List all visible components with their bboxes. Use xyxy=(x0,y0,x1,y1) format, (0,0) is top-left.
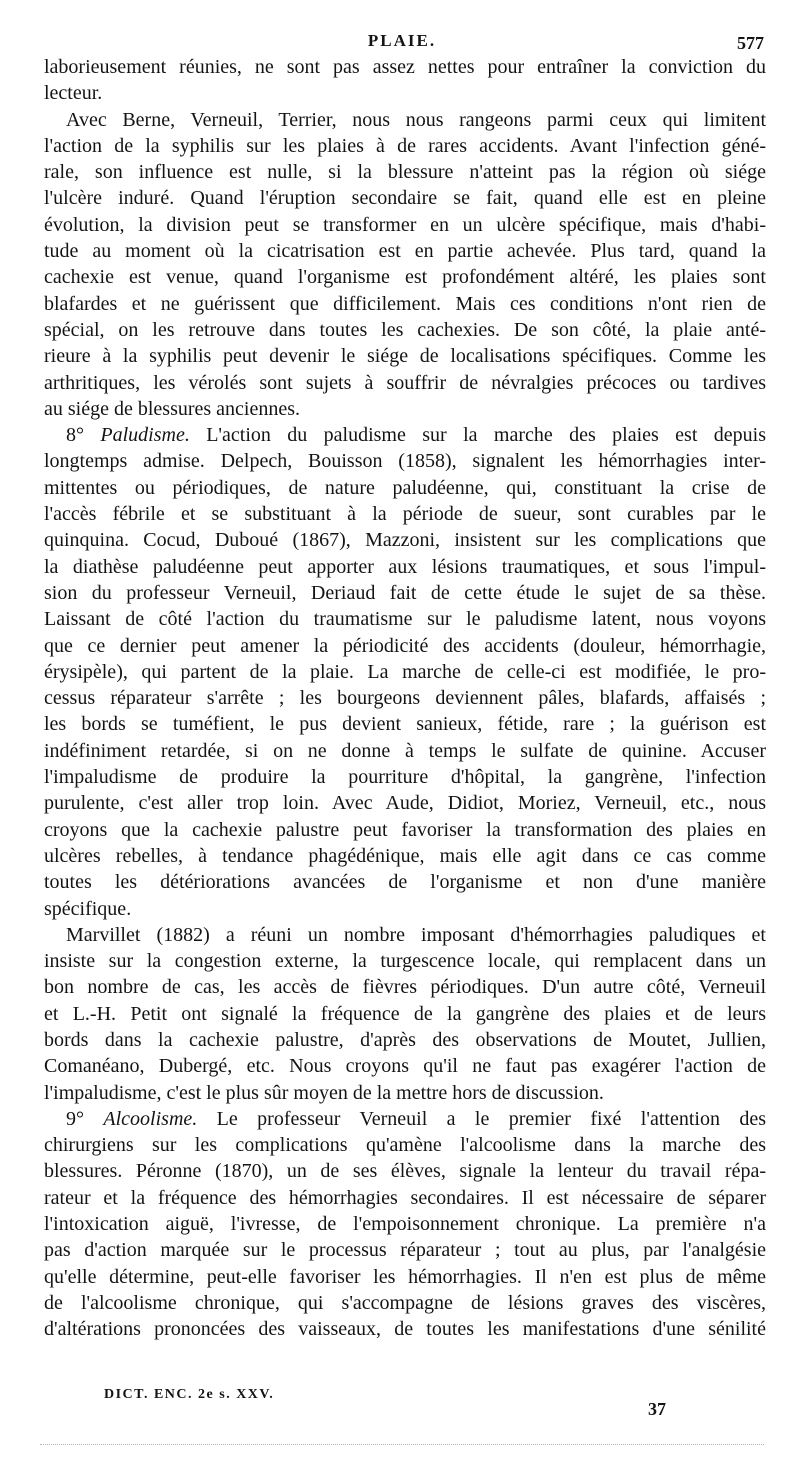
paragraph-line: de l'alcoolisme chronique, qui s'accompagne de lésions graves des viscères, xyxy=(44,1291,766,1314)
paragraph-line: purulente, c'est aller trop loin. Avec Aude, Didiot, Moriez, Verneuil, etc., nous xyxy=(44,792,766,815)
paragraph xyxy=(44,107,766,423)
page-number: 577 xyxy=(737,33,764,53)
paragraph-line: tude au moment où la cicatrisation est en partie achevée. Plus tard, quand la xyxy=(44,240,766,263)
paragraph-line xyxy=(44,1106,766,1132)
paragraph-line: bon nombre de cas, les accès de fièvres périodiques. D'un autre côté, Verneuil xyxy=(44,976,766,999)
paragraph-line: et L.-H. Petit ont signalé la fréquence de la gangrène des plaies et de leurs xyxy=(44,1002,766,1025)
paragraph-line: insiste sur la congestion externe, la turgescence locale, qui remplacent dans un xyxy=(44,950,766,973)
signature-number: 37 xyxy=(648,1399,666,1419)
section-number: 8° xyxy=(66,424,101,447)
paragraph-line: sion du professeur Verneuil, Deriaud fait de cette étude le sujet de sa thèse. xyxy=(44,581,766,604)
paragraph-line: toutes les détériorations avancées de l'organisme et non d'une manière xyxy=(44,871,766,894)
paragraph-line: lecteur. xyxy=(44,82,103,105)
paragraph-line: indéfiniment retardée, si on ne donne à temps le sulfate de quinine. Accuser xyxy=(44,739,766,762)
paragraph-line: chirurgiens sur les complications qu'amène l'alcoolisme dans la marche des xyxy=(44,1134,766,1157)
paragraph-line: l'intoxication aiguë, l'ivresse, de l'empoisonnement chronique. La première n'a xyxy=(44,1213,766,1236)
paragraph-line: spécifique. xyxy=(44,897,132,920)
printer-signature: DICT. ENC. 2e s. XXV. xyxy=(104,1387,275,1402)
paragraph-line: bords dans la cachexie palustre, d'après des observations de Moutet, Jullien, xyxy=(44,1028,766,1051)
section-number: 9° xyxy=(66,1107,104,1130)
body-text xyxy=(44,54,766,1343)
paragraph-line: laborieusement réunies, ne sont pas assez nettes pour entraîner la conviction du xyxy=(44,56,766,78)
paragraph-line: arthritiques, les vérolés sont sujets à souffrir de névralgies précoces ou tardives xyxy=(44,371,766,394)
paragraph-line: au siége de blessures anciennes. xyxy=(44,397,301,420)
paragraph-line: d'altérations prononcées des vaisseaux, de toutes les manifestations d'une sénilité xyxy=(44,1318,766,1341)
paragraph-line: l'accès fébrile et se substituant à la période de sueur, sont curables par le xyxy=(44,503,766,526)
paragraph-line: la diathèse paludéenne peut apporter aux lésions traumatiques, et sous l'impul- xyxy=(44,555,766,578)
paragraph-line: blafardes et ne guérissent que difficilement. Mais ces conditions n'ont rien de xyxy=(44,292,766,315)
paragraph-line: qu'elle détermine, peut-elle favoriser les hémorrhagies. Il n'en est plus de même xyxy=(44,1265,766,1288)
paragraph-line: cachexie est venue, quand l'organisme est profondément altéré, les plaies sont xyxy=(44,266,766,289)
paragraph-line: Avec Berne, Verneuil, Terrier, nous nous rangeons parmi ceux qui limitent xyxy=(66,108,766,131)
paragraph-line: Marvillet (1882) a réuni un nombre imposant d'hémorrhagies paludiques et xyxy=(66,923,766,946)
section-title: Alcoolisme. xyxy=(103,1107,198,1130)
paragraph-line: longtemps admise. Delpech, Bouisson (1858), signalent les hémorrhagies inter- xyxy=(44,450,766,473)
paragraph-line xyxy=(44,422,766,448)
paragraph-line: mittentes ou périodiques, de nature paludéenne, qui, constituant la crise de xyxy=(44,476,766,499)
paragraph-line: l'impaludisme de produire la pourriture d'hôpital, la gangrène, l'infection xyxy=(44,766,766,789)
paragraph-line: pas d'action marquée sur le processus réparateur ; tout au plus, par l'analgésie xyxy=(44,1239,766,1262)
running-head xyxy=(40,31,764,55)
paragraph xyxy=(44,1106,766,1343)
paragraph-line: l'action de la syphilis sur les plaies à de rares accidents. Avant l'infection géné- xyxy=(44,134,766,157)
paragraph-line: ulcères rebelles, à tendance phagédénique, mais elle agit dans ce cas comme xyxy=(44,844,766,867)
section-first-line: Le professeur Verneuil a le premier fixé l'attention des xyxy=(197,1107,767,1130)
paragraph-line: évolution, la division peut se transformer en un ulcère spécifique, mais d'habi- xyxy=(44,213,766,236)
paragraph-line: cessus réparateur s'arrête ; les bourgeons deviennent pâles, blafards, affaisés ; xyxy=(44,687,766,710)
paragraph-line: que ce dernier peut amener la périodicité des accidents (douleur, hémorrhagie, xyxy=(44,634,766,657)
running-title: PLAIE. xyxy=(367,31,437,50)
paragraph-line: les bords se tuméfient, le pus devient sanieux, fétide, rare ; la guérison est xyxy=(44,713,766,736)
paragraph-line: Laissant de côté l'action du traumatisme sur le paludisme latent, nous voyons xyxy=(44,608,766,631)
paragraph-line: érysipèle), qui partent de la plaie. La marche de celle-ci est modifiée, le pro- xyxy=(44,660,766,683)
section-title: Paludisme. xyxy=(100,424,190,447)
paragraph xyxy=(44,422,766,922)
paragraph-line: rateur et la fréquence des hémorrhagies secondaires. Il est nécessaire de séparer xyxy=(44,1186,766,1209)
paragraph-line: quinquina. Cocud, Duboué (1867), Mazzoni, insistent sur les complications que xyxy=(44,529,766,552)
paragraph-line: l'ulcère induré. Quand l'éruption secondaire se fait, quand elle est en pleine xyxy=(44,187,766,210)
bottom-edge-marks xyxy=(40,1444,764,1447)
paragraph-line: blessures. Péronne (1870), un de ses élèves, signale la lenteur du travail répa- xyxy=(44,1160,766,1183)
paragraph xyxy=(44,54,766,107)
paragraph-line: l'impaludisme, c'est le plus sûr moyen de la mettre hors de discussion. xyxy=(44,1081,604,1104)
paragraph-line: croyons que la cachexie palustre peut favoriser la transformation des plaies en xyxy=(44,818,766,841)
paragraph-line: rieure à la syphilis peut devenir le siége de localisations spécifiques. Comme les xyxy=(44,345,766,368)
paragraph-line: Comanéano, Dubergé, etc. Nous croyons qu'il ne faut pas exagérer l'action de xyxy=(44,1055,766,1078)
paragraph-line: rale, son influence est nulle, si la blessure n'atteint pas la région où siége xyxy=(44,161,766,184)
paragraph-line: spécial, on les retrouve dans toutes les cachexies. De son côté, la plaie anté- xyxy=(44,318,766,341)
section-first-line: L'action du paludisme sur la marche des plaies est depuis xyxy=(189,424,766,447)
paragraph xyxy=(44,922,766,1106)
